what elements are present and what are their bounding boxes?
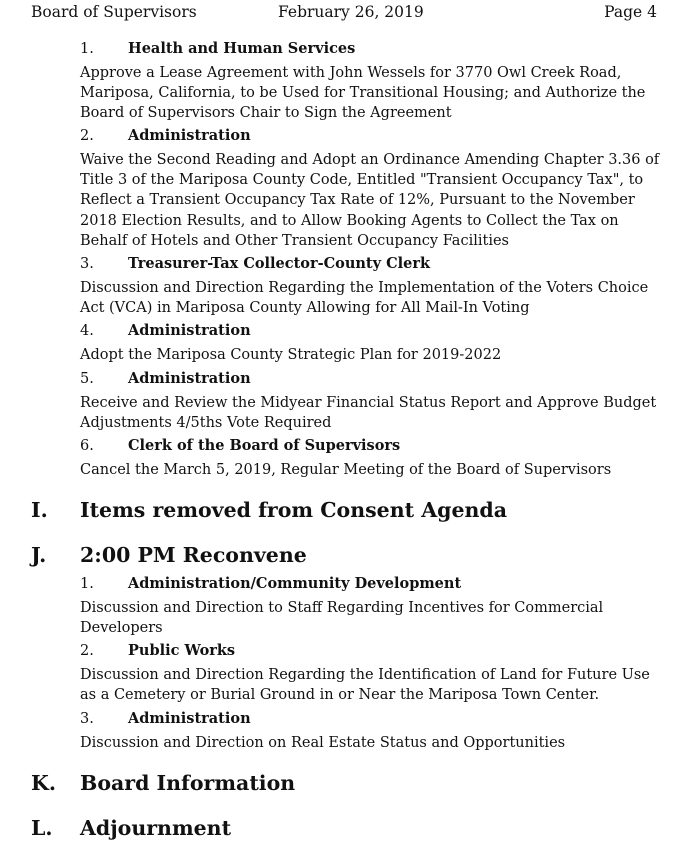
item-department: Treasurer-Tax Collector-County Clerk bbox=[128, 255, 431, 272]
item-department: Administration/Community Development bbox=[128, 575, 462, 592]
header-page-number: Page 4 bbox=[604, 3, 657, 21]
agenda-item-heading bbox=[80, 254, 430, 274]
item-description: Approve a Lease Agreement with John Wessels for 3770 Owl Creek Road, Mariposa, California, to be Used for Transitional Housing; and Authorize the Board of Supervisors Chair to Sign the Agreement bbox=[80, 65, 646, 122]
item-department: Clerk of the Board of Supervisors bbox=[128, 437, 401, 454]
agenda-item-heading bbox=[80, 709, 251, 729]
section-title: Adjournment bbox=[80, 816, 232, 840]
item-number: 6. bbox=[80, 438, 94, 454]
item-description: Discussion and Direction to Staff Regarding Incentives for Commercial Developers bbox=[80, 600, 604, 637]
item-number: 2. bbox=[80, 128, 94, 144]
agenda-item-heading bbox=[80, 126, 251, 146]
section-letter: K. bbox=[31, 771, 56, 795]
section-title: 2:00 PM Reconvene bbox=[80, 543, 307, 567]
item-number: 3. bbox=[80, 256, 94, 272]
item-description: Cancel the March 5, 2019, Regular Meeting of the Board of Supervisors bbox=[80, 462, 612, 478]
item-department: Health and Human Services bbox=[128, 40, 356, 57]
section-title: Board Information bbox=[80, 771, 296, 795]
section-heading-j bbox=[31, 542, 307, 568]
item-number: 2. bbox=[80, 643, 94, 659]
header-org: Board of Supervisors bbox=[31, 3, 197, 21]
section-title: Items removed from Consent Agenda bbox=[80, 498, 508, 522]
item-department: Administration bbox=[128, 127, 251, 144]
agenda-item-heading bbox=[80, 39, 355, 59]
item-description: Discussion and Direction on Real Estate Status and Opportunities bbox=[80, 735, 566, 751]
header-date: February 26, 2019 bbox=[278, 3, 424, 21]
item-number: 1. bbox=[80, 41, 94, 57]
item-description: Receive and Review the Midyear Financial Status Report and Approve Budget Adjustments 4/5ths Vote Required bbox=[80, 395, 657, 432]
item-description: Waive the Second Reading and Adopt an Ordinance Amending Chapter 3.36 of Title 3 of the Mariposa County Code, Entitled "Transient Occupancy Tax", to Reflect a Transient Occupancy Tax Rate of 12%, Pursuant to the November 2018 Election Results, and to Allow Booking Agents to Collect the Tax on Behalf of Hotels and Other Transient Occupancy Facilities bbox=[80, 152, 660, 249]
agenda-item-heading bbox=[80, 436, 400, 456]
section-letter: I. bbox=[31, 498, 48, 522]
item-number: 4. bbox=[80, 323, 94, 339]
section-heading-l bbox=[31, 815, 231, 841]
item-number: 1. bbox=[80, 576, 94, 592]
item-description: Discussion and Direction Regarding the Implementation of the Voters Choice Act (VCA) in Mariposa County Allowing for All Mail-In Voting bbox=[80, 280, 649, 317]
agenda-item-heading bbox=[80, 641, 235, 661]
item-department: Administration bbox=[128, 370, 251, 387]
agenda-item-heading bbox=[80, 574, 461, 594]
item-department: Administration bbox=[128, 710, 251, 727]
item-description: Discussion and Direction Regarding the Identification of Land for Future Use as a Cemetery or Burial Ground in or Near the Mariposa Town Center. bbox=[80, 667, 650, 704]
item-number: 3. bbox=[80, 711, 94, 727]
section-letter: L. bbox=[31, 816, 53, 840]
item-description: Adopt the Mariposa County Strategic Plan for 2019-2022 bbox=[80, 347, 502, 363]
page-header bbox=[0, 3, 680, 25]
item-number: 5. bbox=[80, 371, 94, 387]
item-department: Public Works bbox=[128, 642, 236, 659]
section-letter: J. bbox=[31, 543, 47, 567]
agenda-item-heading bbox=[80, 369, 251, 389]
agenda-item-heading bbox=[80, 321, 251, 341]
section-heading-k bbox=[31, 770, 295, 796]
item-department: Administration bbox=[128, 322, 251, 339]
section-heading-i bbox=[31, 497, 507, 523]
